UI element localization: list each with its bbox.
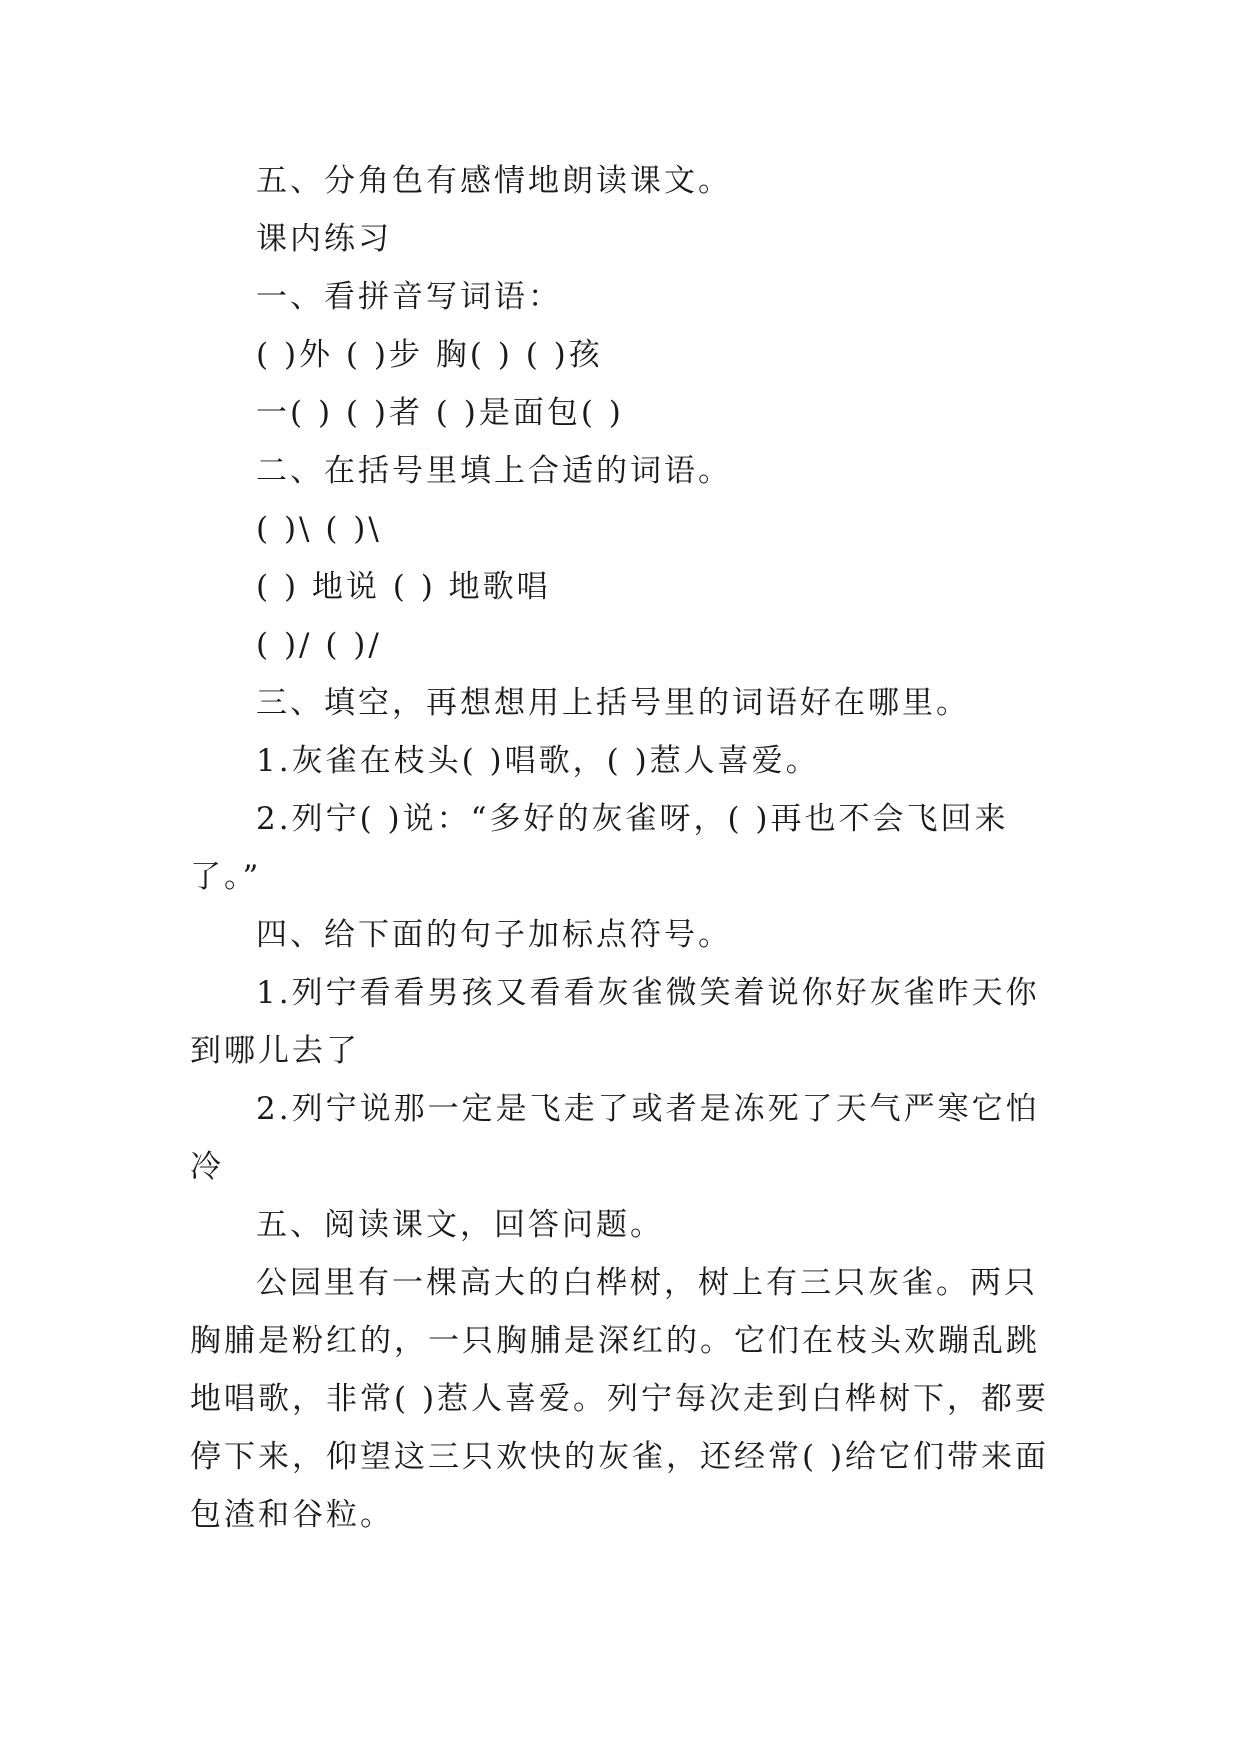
pinyin-row-2: 一( ) ( )者 ( )是面包( ) [256,395,624,431]
exercise-title: 课内练习 [256,221,392,257]
section-2-heading: 二、在括号里填上合适的词语。 [256,453,732,489]
section-3-heading: 三、填空，再想想用上括号里的词语好在哪里。 [256,685,970,721]
punctuation-sentence-2: 2.列宁说那一定是飞走了或者是冻死了天气严寒它怕冷 [190,1091,1040,1185]
section-5-reading-heading: 五、阅读课文，回答问题。 [256,1207,664,1243]
fill-row-3: ( )/ ( )/ [256,627,382,663]
fill-sentence-2: 2.列宁( )说：“多好的灰雀呀，( )再也不会飞回来了。” [190,801,1009,895]
fill-row-1: ( )\ ( )\ [256,511,382,547]
section-5-heading: 五、分角色有感情地朗读课文。 [256,163,732,199]
section-1-heading: 一、看拼音写词语： [256,279,562,315]
pinyin-row-1: ( )外 ( )步 胸( ) ( )孩 [256,337,603,373]
reading-passage: 公园里有一棵高大的白桦树，树上有三只灰雀。两只胸脯是粉红的，一只胸脯是深红的。它们在枝头欢蹦乱跳地唱歌，非常( )惹人喜爱。列宁每次走到白桦树下，都要停下来，仰望这三只欢快的灰雀，还经常( )给它们带来面包渣和谷粒。 [190,1265,1050,1533]
punctuation-sentence-1: 1.列宁看看男孩又看看灰雀微笑着说你好灰雀昨天你到哪儿去了 [190,975,1040,1069]
section-4-heading: 四、给下面的句子加标点符号。 [256,917,732,953]
fill-sentence-1: 1.灰雀在枝头( )唱歌，( )惹人喜爱。 [256,743,820,779]
fill-row-2: ( ) 地说 ( ) 地歌唱 [256,569,551,605]
